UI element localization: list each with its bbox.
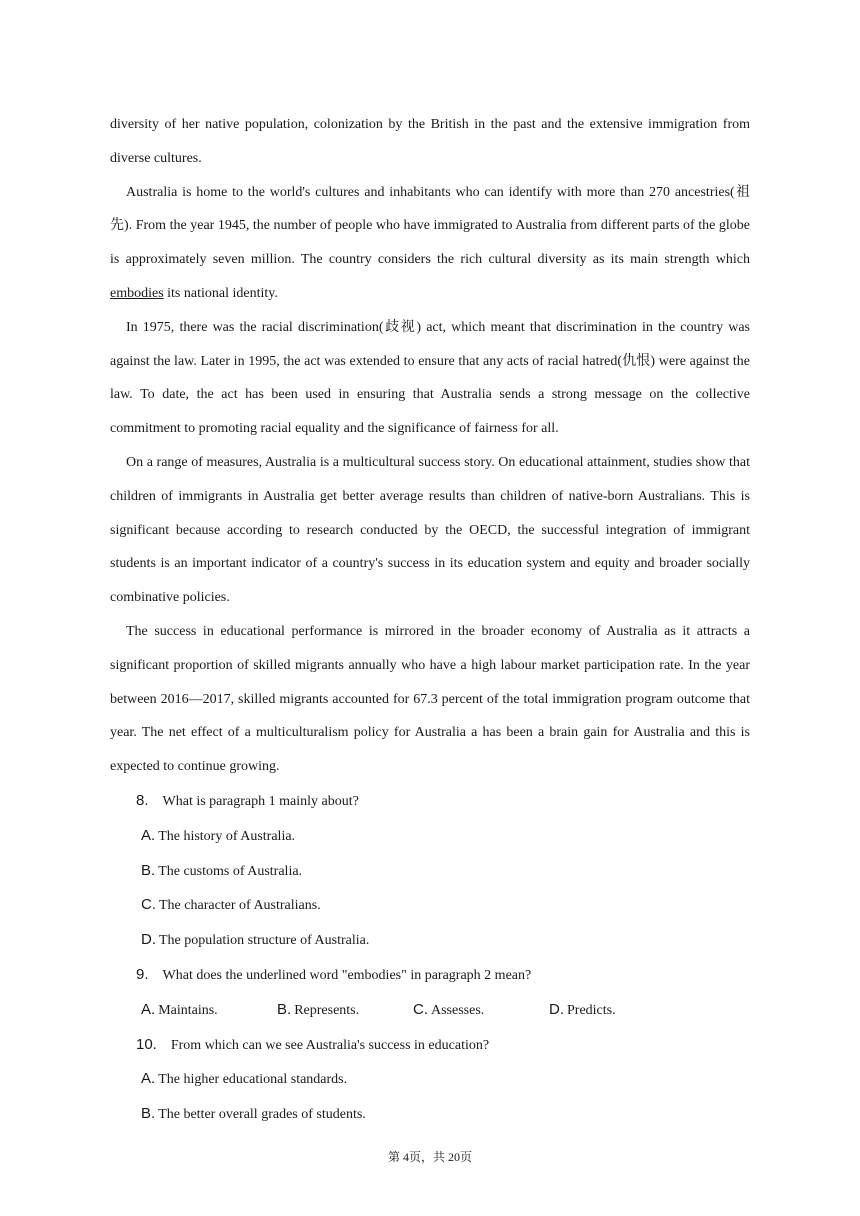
option-8b: B. The customs of Australia. bbox=[141, 861, 303, 879]
paragraph-4: On a range of measures, Australia is a multicultural success story. On educational attainment, studies show that children of immigrants in Australia get better average results than children of native-born Australians. This is significant because according to research conducted by the OECD, the successful integration of immigrant students is an important indicator of a country's success in its education system and equity and broader socially combinative policies. bbox=[110, 454, 750, 606]
option-10a: A. The higher educational standards. bbox=[141, 1070, 348, 1088]
underlined-word: embodies bbox=[110, 285, 164, 301]
option-8a: A. The history of Australia. bbox=[141, 826, 296, 844]
paragraph-2: Australia is home to the world's cultures and inhabitants who can identify with more than 270 ancestries(祖先). From the year 1945, the number of people who have immigrated to Australia from different parts of the globe is approximately seven million. The country considers the rich cultural diversity as its main strength which embodies its national identity. bbox=[110, 184, 750, 301]
paragraph-5: The success in educational performance is mirrored in the broader economy of Australia as it attracts a significant proportion of skilled migrants annually who have a high labour market participation rate. In the year between 2016—2017, skilled migrants accounted for 67.3 percent of the total immigration program outcome that year. The net effect of a multiculturalism policy for Australia a has been a brain gain for Australia and this is expected to continue growing. bbox=[110, 623, 750, 775]
question-text: From which can we see Australia's success in education? bbox=[170, 1037, 490, 1053]
question-10 bbox=[110, 1028, 750, 1063]
question-text: What does the underlined word "embodies" in paragraph 2 mean? bbox=[162, 967, 532, 983]
page-footer: 第 4页，共 20页 bbox=[387, 1150, 472, 1164]
options-9-row bbox=[110, 993, 750, 1028]
option-8c: C. The character of Australians. bbox=[141, 896, 321, 914]
option-9a: A. Maintains. bbox=[141, 1000, 218, 1018]
question-number: 8. bbox=[136, 791, 149, 809]
paragraph-3: In 1975, there was the racial discrimination(歧视) act, which meant that discrimination in the country was against the law. Later in 1995, the act was extended to ensure that any acts of racial hatred(仇恨) were against the law. To date, the act has been used in ensuring that Australia sends a strong message on the collective commitment to promoting racial equality and the significance of fairness for all. bbox=[110, 319, 750, 437]
paragraph-1: diversity of her native population, colonization by the British in the past and the extensive immigration from diverse cultures. bbox=[110, 117, 750, 166]
question-8 bbox=[110, 784, 750, 819]
option-9c: C. Assesses. bbox=[413, 1000, 485, 1018]
option-10b: B. The better overall grades of students. bbox=[141, 1105, 366, 1123]
option-9d: D. Predicts. bbox=[549, 1000, 616, 1018]
questions-section bbox=[110, 784, 750, 1132]
question-number: 10. bbox=[136, 1035, 157, 1053]
option-9b: B. Represents. bbox=[277, 1000, 360, 1018]
question-number: 9. bbox=[136, 965, 149, 983]
passage-content bbox=[110, 108, 750, 1132]
question-9 bbox=[110, 958, 750, 993]
question-text: What is paragraph 1 mainly about? bbox=[162, 793, 359, 809]
option-8d: D. The population structure of Australia. bbox=[141, 931, 370, 949]
